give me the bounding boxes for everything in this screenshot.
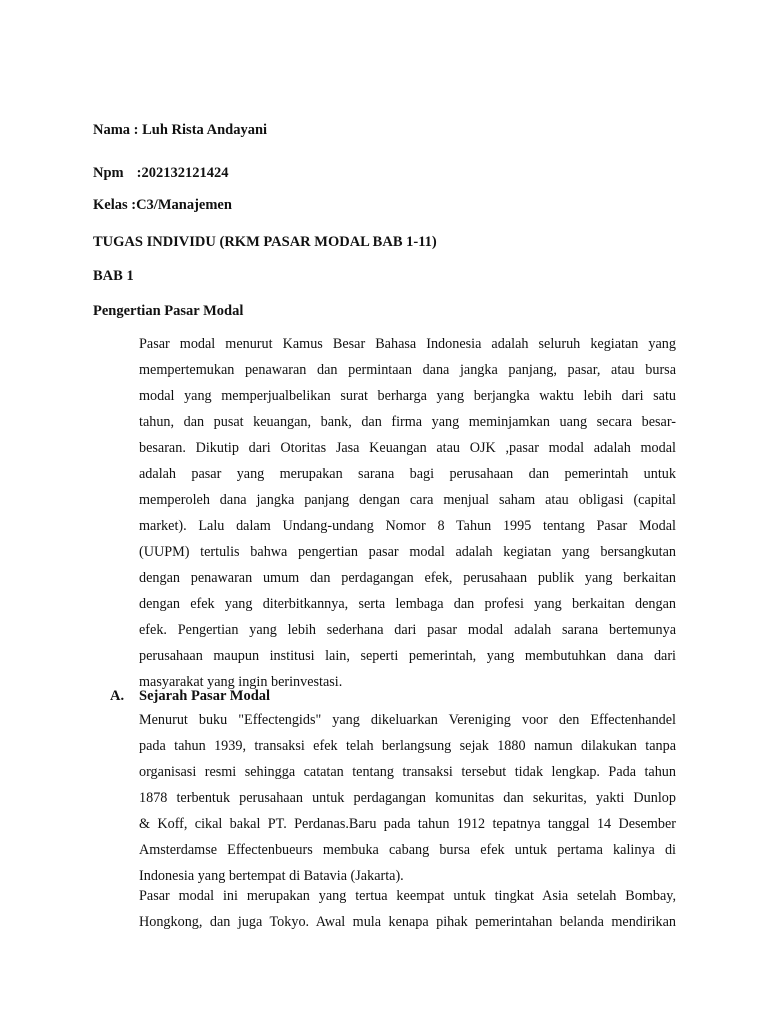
text-line: besaran. Dikutip dari Otoritas Jasa Keuangan atau OJK ,pasar modal adalah modal bbox=[139, 440, 676, 456]
paragraph-history bbox=[139, 707, 676, 889]
text-line: modal yang memperjualbelikan surat berharga yang berjangka waktu lebih dari satu bbox=[139, 388, 676, 404]
text-line: efek. Pengertian yang lebih sederhana dari pasar modal adalah sarana bertemunya bbox=[139, 622, 676, 638]
text-line: tahun, dan pusat keuangan, bank, dan firma yang meminjamkan uang secara besar- bbox=[139, 414, 676, 430]
text-line: organisasi resmi sehingga catatan tentang transaksi tersebut tidak lengkap. Pada tahun bbox=[139, 764, 676, 780]
text-line: Menurut buku "Effectengids" yang dikeluarkan Vereniging voor den Effectenhandel bbox=[139, 712, 676, 728]
section-subtitle: Pengertian Pasar Modal bbox=[93, 303, 244, 319]
name-line: Nama : Luh Rista Andayani bbox=[93, 122, 268, 138]
text-line: 1878 terbentuk perusahaan untuk perdagangan komunitas dan sekuritas, yakti Dunlop bbox=[139, 790, 676, 806]
section-heading-history bbox=[110, 686, 270, 706]
text-line: memperoleh dana jangka panjang dengan cara menjual saham atau obligasi (capital bbox=[139, 492, 676, 508]
text-line: (UUPM) tertulis bahwa pengertian pasar modal adalah kegiatan yang bersangkutan bbox=[139, 544, 676, 560]
text-line: masyarakat yang ingin berinvestasi. bbox=[139, 674, 343, 690]
text-line: Pasar modal menurut Kamus Besar Bahasa Indonesia adalah seluruh kegiatan yang bbox=[139, 336, 676, 352]
npm-label: Npm bbox=[93, 165, 124, 181]
text-line: mempertemukan penawaran dan permintaan dana jangka panjang, pasar, atau bursa bbox=[139, 362, 676, 378]
text-line: pada tahun 1939, transaksi efek telah berlangsung sejak 1880 namun dilakukan tanpa bbox=[139, 738, 676, 754]
npm-line bbox=[93, 164, 228, 182]
text-line: & Koff, cikal bakal PT. Perdanas.Baru pada tahun 1912 tepatnya tanggal 14 Desember bbox=[139, 816, 676, 832]
section-title: Sejarah Pasar Modal bbox=[139, 688, 271, 704]
paragraph-asia bbox=[139, 883, 676, 935]
text-line: Amsterdamse Effectenbueurs membuka cabang bursa efek untuk pertama kalinya di bbox=[139, 842, 676, 858]
assignment-title: TUGAS INDIVIDU (RKM PASAR MODAL BAB 1-11) bbox=[93, 234, 437, 250]
text-line: adalah pasar yang merupakan sarana bagi perusahaan dan pemerintah untuk bbox=[139, 466, 676, 482]
section-letter: A. bbox=[110, 688, 125, 704]
npm-value: :202132121424 bbox=[136, 165, 229, 181]
text-line: dengan penawaran umum dan perdagangan efek, perusahaan publik yang berkaitan bbox=[139, 570, 676, 586]
chapter-heading: BAB 1 bbox=[93, 268, 134, 284]
text-line: perusahaan maupun institusi lain, seperti pemerintah, yang membutuhkan dana dari bbox=[139, 648, 676, 664]
text-line: market). Lalu dalam Undang-undang Nomor 8 Tahun 1995 tentang Pasar Modal bbox=[139, 518, 676, 534]
text-line: dengan efek yang diterbitkannya, serta lembaga dan profesi yang berkaitan dengan bbox=[139, 596, 676, 612]
text-line: Indonesia yang bertempat di Batavia (Jakarta). bbox=[139, 868, 404, 884]
paragraph-definition bbox=[139, 331, 676, 695]
text-line: Hongkong, dan juga Tokyo. Awal mula kenapa pihak pemerintahan belanda mendirikan bbox=[139, 914, 676, 930]
class-line: Kelas :C3/Manajemen bbox=[93, 197, 232, 213]
text-line: Pasar modal ini merupakan yang tertua keempat untuk tingkat Asia setelah Bombay, bbox=[139, 888, 676, 904]
